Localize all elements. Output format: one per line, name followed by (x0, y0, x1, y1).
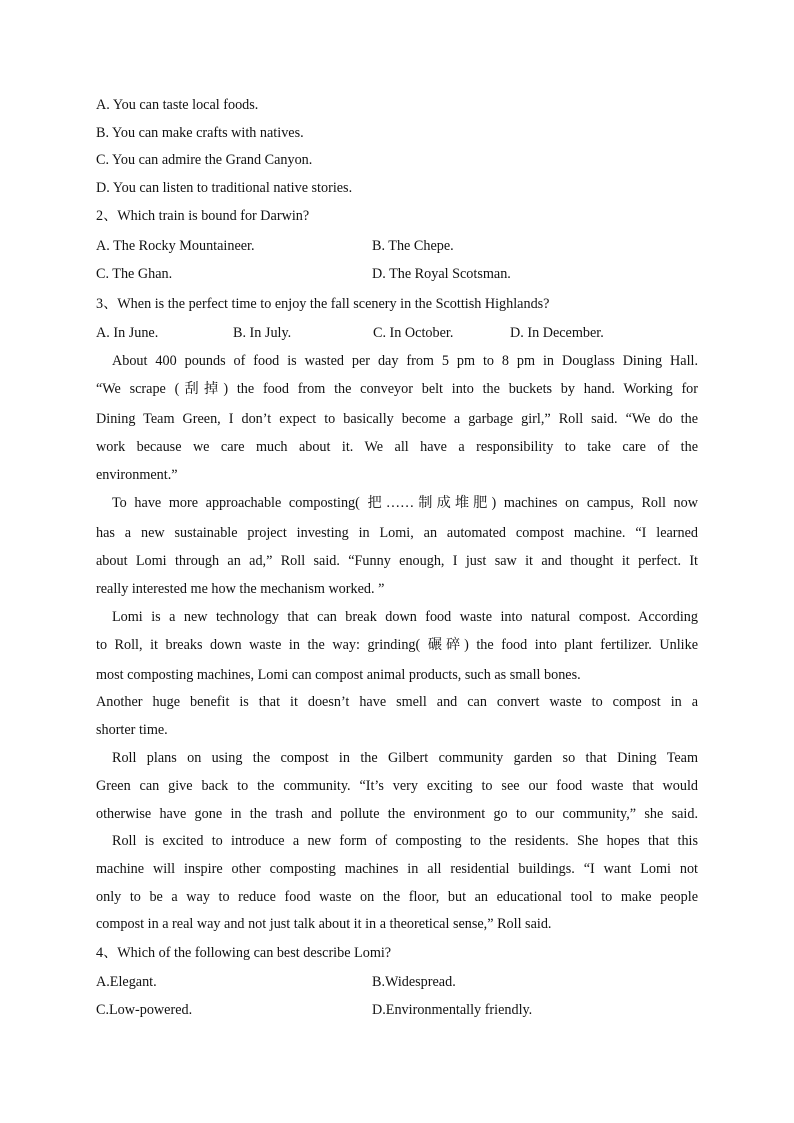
q4-option-a: A.Elegant. (96, 974, 157, 990)
q3-option-a: A. In June. (96, 325, 159, 341)
passage-p3-line4: Another huge benefit is that it doesn’t have smell and can convert waste to compost in a (96, 694, 698, 710)
passage-p2-line2: has a new sustainable project investing in Lomi, an automated compost machine. “I learned (96, 525, 698, 541)
passage-p1-line2: “We scrape (刮掉) the food from the conveyor belt into the buckets by hand. Working for (96, 381, 698, 397)
passage-p5-line4: compost in a real way and not just talk about it in a theoretical sense,” Roll said. (96, 916, 552, 932)
passage-p3-line2: to Roll, it breaks down waste in the way: grinding( 碾碎) the food into plant fertilizer. Unlike (96, 637, 698, 653)
passage-p4-line1: Roll plans on using the compost in the Gilbert community garden so that Dining Team (112, 750, 698, 766)
passage-p4-line2: Green can give back to the community. “It’s very exciting to see our food waste that would (96, 778, 698, 794)
passage-p5-line1: Roll is excited to introduce a new form of composting to the residents. She hopes that this (112, 833, 698, 849)
passage-p5-line2: machine will inspire other composting machines in all residential buildings. “I want Lomi not (96, 861, 698, 877)
q2-option-d: D. The Royal Scotsman. (372, 266, 511, 282)
q1-option-b: B. You can make crafts with natives. (96, 125, 304, 141)
q3-option-d: D. In December. (510, 325, 604, 341)
passage-p1-line3: Dining Team Green, I don’t expect to basically become a garbage girl,” Roll said. “We do the (96, 411, 698, 427)
q2-option-b: B. The Chepe. (372, 238, 454, 254)
passage-p4-line3: otherwise have gone in the trash and pollute the environment go to our community,” she said. (96, 806, 698, 822)
passage-p2-line3: about Lomi through an ad,” Roll said. “Funny enough, I just saw it and thought it perfect. It (96, 553, 698, 569)
passage-p1-line4: work because we care much about it. We all have a responsibility to take care of the (96, 439, 698, 455)
passage-p5-line3: only to be a way to reduce food waste on the floor, but an educational tool to make people (96, 889, 698, 905)
q4-option-c: C.Low-powered. (96, 1002, 193, 1018)
passage-p2-line1: To have more approachable composting( 把……制成堆肥) machines on campus, Roll now (112, 495, 698, 511)
passage-p3-line5: shorter time. (96, 722, 168, 738)
q2-question: 2、Which train is bound for Darwin? (96, 208, 310, 224)
passage-p3-line1: Lomi is a new technology that can break down food waste into natural compost. According (112, 609, 698, 625)
passage-p1-line1: About 400 pounds of food is wasted per day from 5 pm to 8 pm in Douglass Dining Hall. (112, 353, 698, 369)
q2-option-c: C. The Ghan. (96, 266, 173, 282)
q4-question: 4、Which of the following can best describe Lomi? (96, 945, 392, 961)
passage-p1-line5: environment.” (96, 467, 178, 483)
q3-option-c: C. In October. (373, 325, 454, 341)
passage-p2-line4: really interested me how the mechanism worked. ” (96, 581, 385, 597)
q3-option-b: B. In July. (233, 325, 292, 341)
passage-p3-line3: most composting machines, Lomi can compost animal products, such as small bones. (96, 667, 581, 683)
q1-option-d: D. You can listen to traditional native stories. (96, 180, 353, 196)
q2-option-a: A. The Rocky Mountaineer. (96, 238, 255, 254)
q3-question: 3、When is the perfect time to enjoy the fall scenery in the Scottish Highlands? (96, 296, 550, 312)
q1-option-c: C. You can admire the Grand Canyon. (96, 152, 313, 168)
q4-option-b: B.Widespread. (372, 974, 456, 990)
q4-option-d: D.Environmentally friendly. (372, 1002, 533, 1018)
q1-option-a: A. You can taste local foods. (96, 97, 259, 113)
